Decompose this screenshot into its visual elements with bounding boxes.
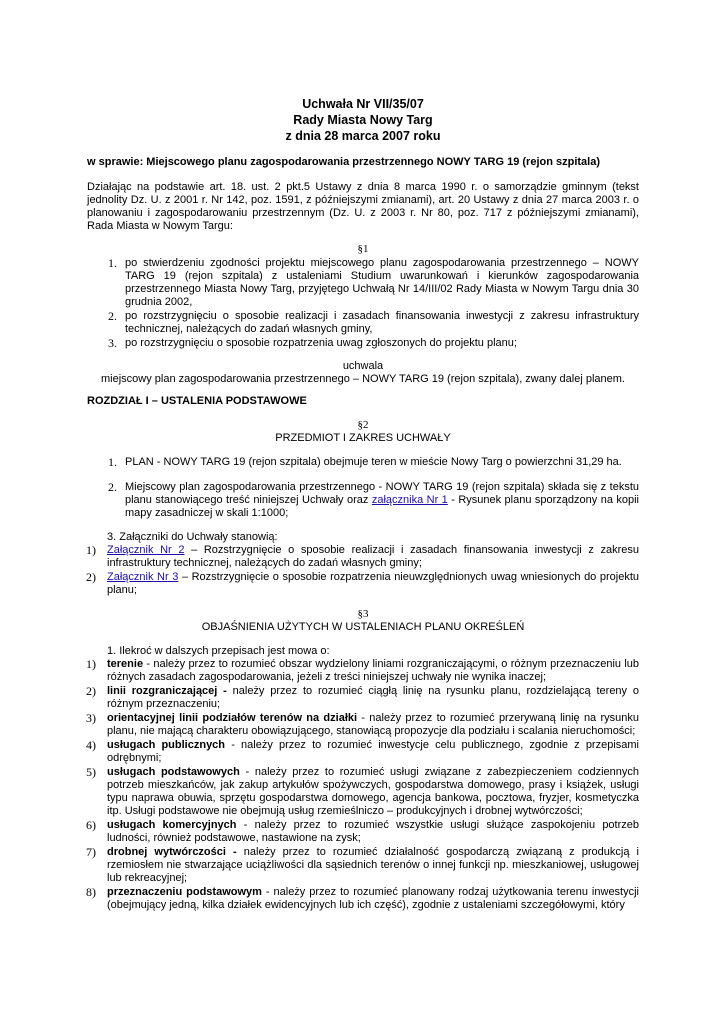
annex-2-link[interactable]: Załącznik Nr 2: [107, 544, 185, 556]
list-item: 8) przeznaczeniu podstawowym - należy przez to rozumieć planowany rodzaj użytkowania terenu inwestycji (obejmujący jedną, kilka działek ewidencyjnych lub ich część), zgodnie z ustaleniami szczegółowymi, który: [86, 885, 640, 911]
list-item: 3) orientacyjnej linii podziałów terenów na działki - należy przez to rozumieć przerywaną linię na rysunku planu, nie mającą charakteru obowiązującego, stanowiącą propozycje dla podziału i scalania nieruchomości;: [86, 711, 639, 737]
plan-enacted-line: miejscowy plan zagospodarowania przestrzennego – NOWY TARG 19 (rejon szpitala), zwany dalej planem.: [101, 373, 625, 385]
annexes-lead: 3. Załączniki do Uchwały stanowią:: [107, 531, 278, 543]
section-2-heading: PRZEDMIOT I ZAKRES UCHWAŁY: [275, 432, 451, 444]
section-2-sign: §2: [357, 419, 369, 431]
document-subject: w sprawie: Miejscowego planu zagospodarowania przestrzennego NOWY TARG 19 (rejon szpitala): [87, 156, 601, 168]
list-item: 7) drobnej wytwórczości - należy przez to rozumieć działalność gospodarczą związaną z produkcją i rzemiosłem nie stwarzające uciążliwości dla sąsiednich terenów o innej funkcji np. mieszkaniowej, usługowej lub rekreacyjnej;: [86, 845, 639, 884]
section-2-list: [87, 456, 639, 520]
section-3-sign: §3: [357, 608, 369, 620]
list-item: 1. PLAN - NOWY TARG 19 (rejon szpitala) obejmuje teren w mieście Nowy Targ o powierzchni 31,29 ha.: [108, 455, 622, 469]
section-1-sign: §1: [357, 243, 369, 255]
document-page: [87, 96, 639, 913]
section-3-heading: OBJAŚNIENIA UŻYTYCH W USTALENIACH PLANU OKREŚLEŃ: [201, 621, 525, 633]
list-item: 1) terenie - należy przez to rozumieć obszar wydzielony liniami rozgraniczającymi, o różnym przeznaczeniu lub różnych zasadach zagospodarowania, jeżeli z treści niniejszej uchwały nie wynika inaczej;: [86, 657, 639, 683]
list-item: 2. po rozstrzygnięciu o sposobie realizacji i zasadach finansowania inwestycji z zakresu infrastruktury technicznej, należących do zadań własnych gminy,: [108, 309, 639, 335]
annex-1-link[interactable]: załącznika Nr 1: [371, 494, 448, 506]
list-item: 3. po rozstrzygnięciu o sposobie rozpatrzenia uwag zgłoszonych do projektu planu;: [108, 336, 517, 350]
list-item: 2. Miejscowy plan zagospodarowania przestrzennego - NOWY TARG 19 (rejon szpitala) składa się z tekstu planu stanowiącego treść niniejszej Uchwały oraz załącznika Nr 1 - Rysunek planu sporządzony na kopii mapy zasadniczej w skali 1:1000;: [108, 480, 639, 519]
list-item: 1. po stwierdzeniu zgodności projektu miejscowego planu zagospodarowania przestrzennego – NOWY TARG 19 (rejon szpitala) z ustaleniami Studium uwarunkowań i kierunków zagospodarowania przestrzennego Miasta Nowy Targ, przyjętego Uchwałą Nr 14/III/02 Rady Miasta w Nowym Targu dnia 30 grudnia 2002,: [108, 256, 639, 308]
list-item: 4) usługach publicznych - należy przez to rozumieć inwestycje celu publicznego, zgodnie z przepisami odrębnymi;: [86, 738, 639, 764]
list-item: 2) Załącznik Nr 3 – Rozstrzygnięcie o sposobie rozpatrzenia nieuwzględnionych uwag wniesionych do projektu planu;: [86, 570, 640, 596]
annex-3-link[interactable]: Załącznik Nr 3: [107, 571, 179, 583]
section-1-list: [87, 257, 639, 350]
chapter-1-heading: ROZDZIAŁ I – USTALENIA PODSTAWOWE: [87, 395, 307, 407]
title-council: Rady Miasta Nowy Targ: [293, 113, 433, 127]
list-item: 5) usługach podstawowych - należy przez to rozumieć usługi związane z zabezpieczeniem codziennych potrzeb mieszkańców, jak zakup artykułów spożywczych, gospodarstwa domowego, prasy i książek, usługi typu naprawa obuwia, sprzętu gospodarstwa domowego, agencja bankowa, pocztowa, fryzjer, kosmetyczka itp. Usługi podstawowe nie obejmują usług rzemieślniczo – produkcyjnych i drobnej wytwórczości;: [86, 765, 639, 817]
definitions-list: [87, 658, 639, 912]
definitions-lead: 1. Ilekroć w dalszych przepisach jest mowa o:: [107, 645, 330, 657]
document-title: [87, 96, 639, 144]
list-item: 6) usługach komercyjnych - należy przez to rozumieć wszystkie usługi służące zaspokojeniu potrzeb ludności, również podstawowe, nastawione na zysk;: [86, 818, 640, 844]
list-item: 1) Załącznik Nr 2 – Rozstrzygnięcie o sposobie realizacji i zasadach finansowania inwestycji z zakresu infrastruktury technicznej, należących do zadań własnych gminy;: [86, 543, 640, 569]
resolves-word: uchwala: [342, 360, 384, 372]
title-date: z dnia 28 marca 2007 roku: [285, 129, 441, 143]
list-item: 2) linii rozgraniczającej - należy przez to rozumieć ciągłą linię na rysunku planu, rozdzielającą tereny o różnym przeznaczeniu;: [86, 684, 639, 710]
title-resolution-number: Uchwała Nr VII/35/07: [302, 97, 424, 111]
legal-basis-paragraph: Działając na podstawie art. 18. ust. 2 pkt.5 Ustawy z dnia 8 marca 1990 r. o samorządzie gminnym (tekst jednolity Dz. U. z 2001 r. Nr 142, poz. 1591, z późniejszymi zmianami), art. 20 Ustawy z dnia 27 marca 2003 r. o planowaniu i zagospodarowaniu przestrzennym (Dz. U. z 2003 r. Nr 80, poz. 717 z późniejszymi zmianami), Rada Miasta w Nowym Targu:: [87, 181, 639, 232]
